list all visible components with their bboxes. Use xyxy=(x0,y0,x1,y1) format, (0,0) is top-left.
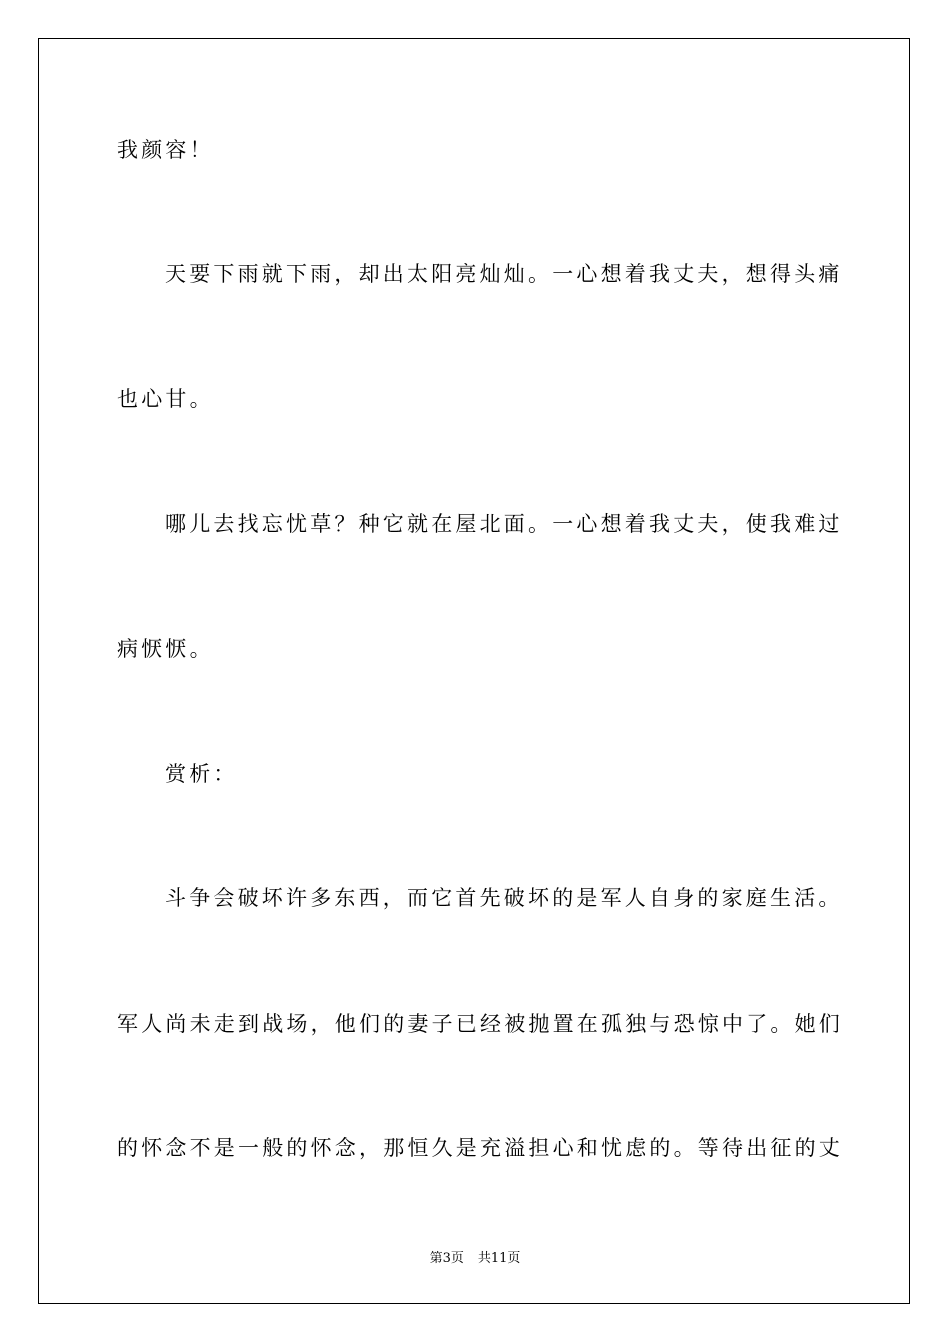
text-line-4: 哪儿去找忘忧草？种它就在屋北面。一心想着我丈夫，使我难过 xyxy=(165,512,843,536)
text-line-8: 军人尚未走到战场，他们的妻子已经被抛置在孤独与恐惊中了。她们 xyxy=(117,1012,843,1036)
text-line-1: 我颜容！ xyxy=(117,138,214,162)
text-line-5: 病恹恹。 xyxy=(117,637,214,661)
text-line-7: 斗争会破坏许多东西，而它首先破坏的是军人自身的家庭生活。 xyxy=(165,886,843,910)
text-line-9: 的怀念不是一般的怀念，那恒久是充溢担心和忧虑的。等待出征的丈 xyxy=(117,1136,843,1160)
page-total: 共11页 xyxy=(477,1251,521,1266)
text-line-2: 天要下雨就下雨，却出太阳亮灿灿。一心想着我丈夫，想得头痛 xyxy=(165,262,843,286)
text-line-6: 赏析： xyxy=(165,762,238,786)
page-footer xyxy=(0,1247,950,1266)
text-line-3: 也心甘。 xyxy=(117,387,214,411)
page-number: 第3页 xyxy=(429,1251,464,1266)
page-border xyxy=(38,38,910,1304)
